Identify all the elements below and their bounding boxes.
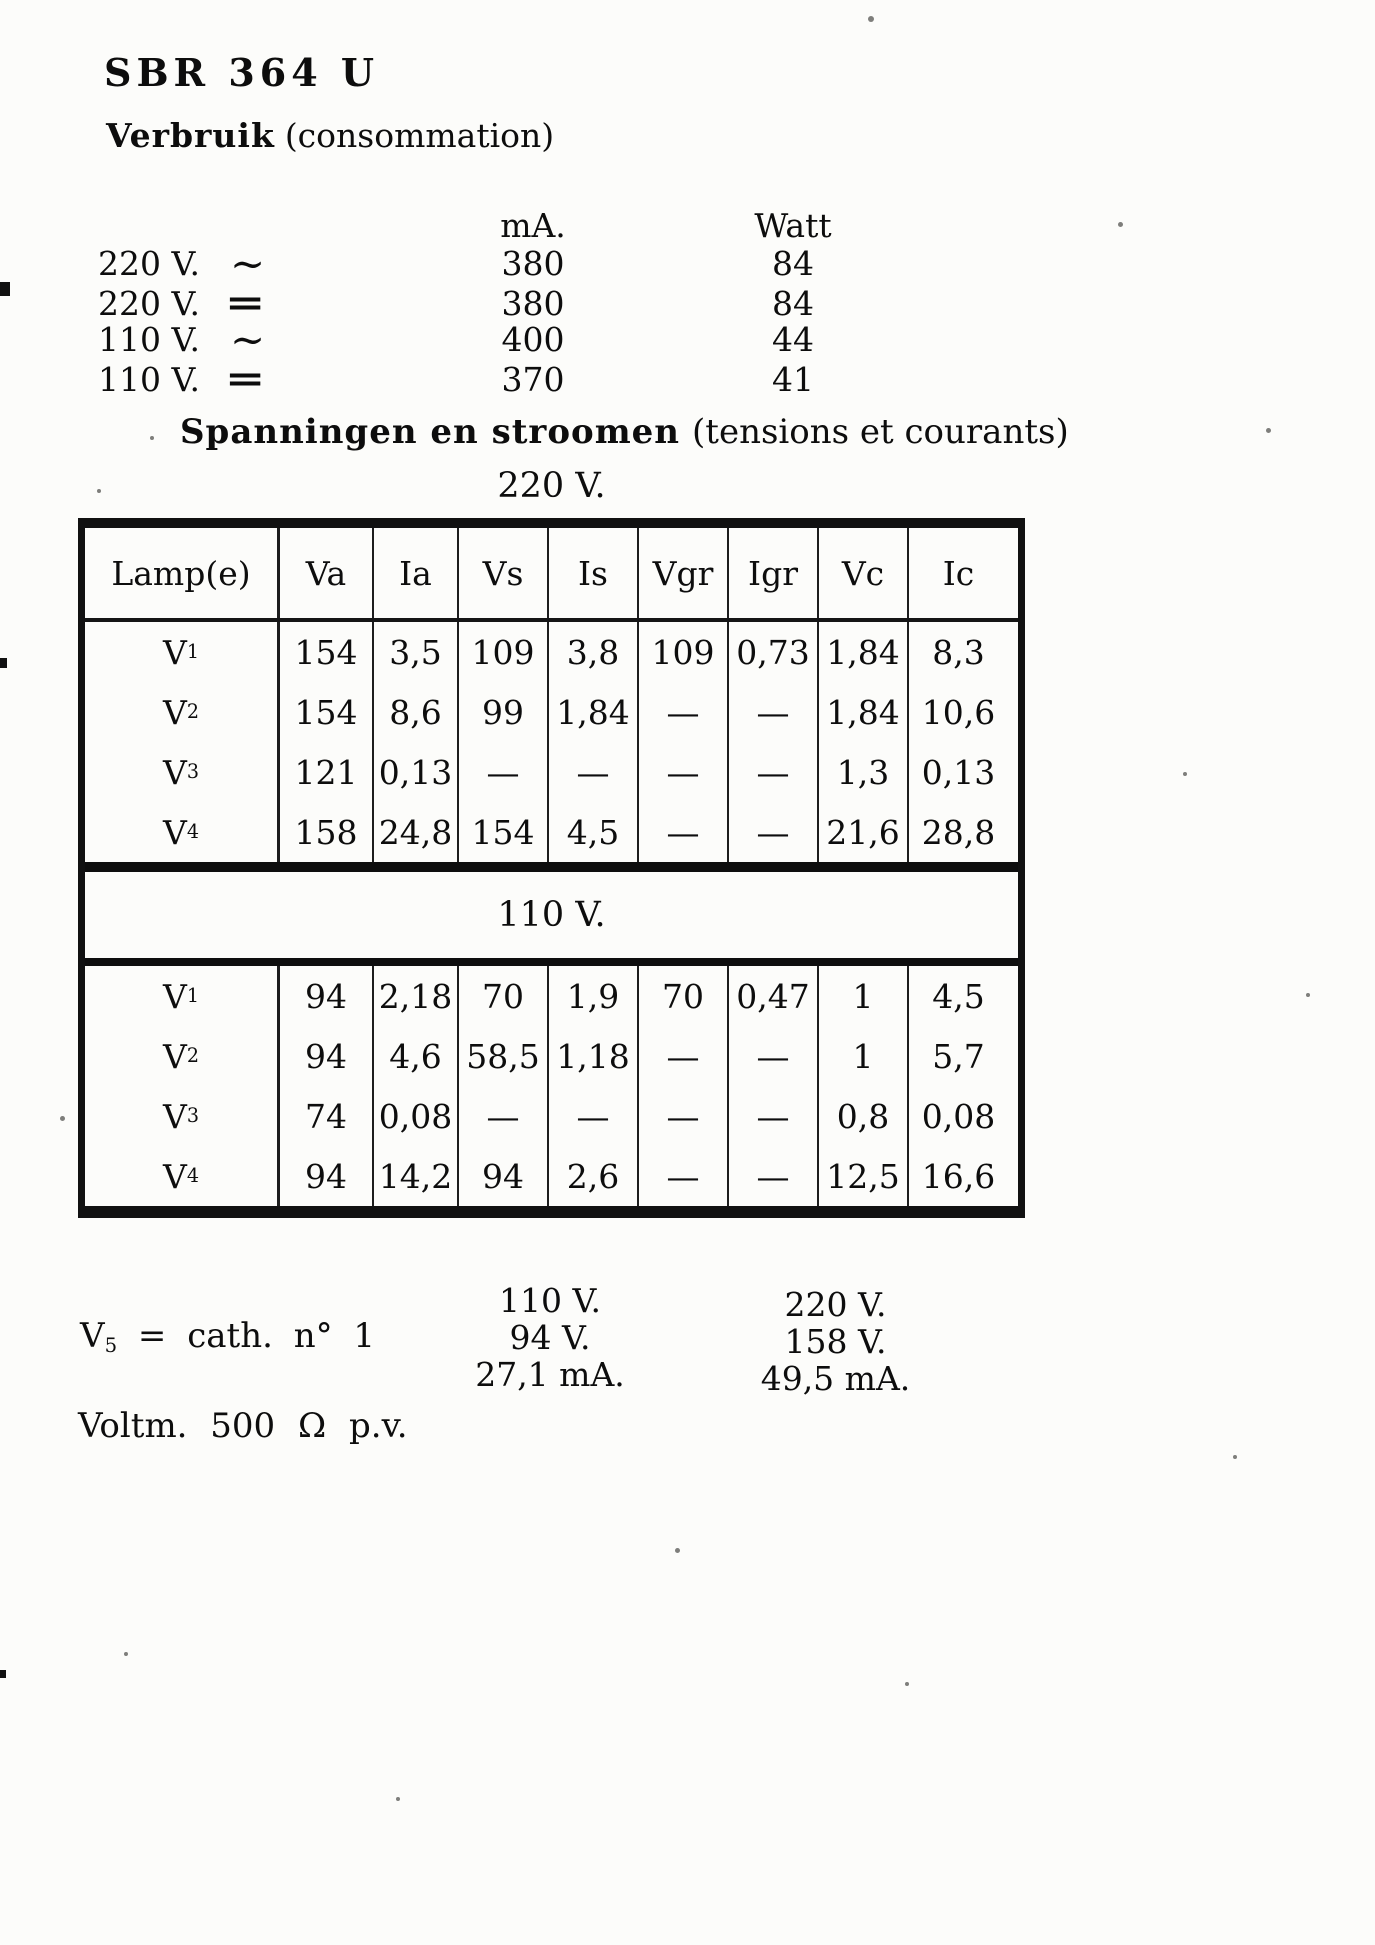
footer-column-220	[728, 1286, 943, 1397]
voltage-text: 110 V.	[98, 320, 201, 359]
cell-ic: 0,08	[907, 1086, 1008, 1146]
v5-base: V	[80, 1316, 105, 1356]
scan-speck	[124, 1652, 128, 1656]
v5-subscript: 5	[104, 1333, 118, 1357]
header-ic: Ic	[907, 528, 1008, 618]
lamp-base: V	[162, 1096, 187, 1136]
ma-value: 370	[501, 359, 565, 399]
cell-vs: 58,5	[457, 1026, 547, 1086]
cell-vs: —	[457, 742, 547, 802]
cell-vc: 1,84	[817, 622, 907, 682]
header-igr: Igr	[727, 528, 817, 618]
v5-rest: = cath. n° 1	[137, 1316, 376, 1356]
voltmeter-note: Voltm. 500 Ω p.v.	[78, 1406, 408, 1446]
cell-vc: 0,8	[817, 1086, 907, 1146]
cell-vc: 1,3	[817, 742, 907, 802]
voltage-label	[98, 314, 388, 364]
header-vs: Vs	[457, 528, 547, 618]
cell-vs: 94	[457, 1146, 547, 1206]
footer-110-voltage: 94 V.	[509, 1318, 591, 1357]
lamp-base: V	[162, 976, 187, 1016]
cell-vgr: 109	[637, 622, 727, 682]
cell-vc: 12,5	[817, 1146, 907, 1206]
lamp-base: V	[162, 1156, 187, 1196]
scan-edge-mark	[0, 282, 10, 296]
cell-va: 94	[277, 966, 372, 1026]
table-header-row	[85, 528, 1018, 618]
footer-220-voltage: 158 V.	[784, 1322, 887, 1361]
cell-is: —	[547, 1086, 637, 1146]
cell-va: 94	[277, 1146, 372, 1206]
voltage-label	[98, 358, 388, 400]
cell-igr: —	[727, 1026, 817, 1086]
ma-value: 400	[501, 320, 565, 359]
cell-igr: 0,47	[727, 966, 817, 1026]
lamp-base: V	[162, 752, 187, 792]
header-vc: Vc	[817, 528, 907, 618]
cell-vgr: —	[637, 682, 727, 742]
consumption-header-row	[98, 206, 908, 244]
dc-symbol: =	[224, 358, 266, 400]
cell-ic: 5,7	[907, 1026, 1008, 1086]
voltage-text: 110 V.	[98, 359, 201, 399]
table-title-220: 220 V.	[497, 466, 606, 506]
dc-symbol: =	[224, 282, 266, 324]
scan-edge-mark	[0, 1670, 6, 1678]
column-header-watt: Watt	[754, 206, 832, 245]
cell-igr: —	[727, 1146, 817, 1206]
cell-vgr: 70	[637, 966, 727, 1026]
consumption-row-110-dc	[98, 358, 908, 400]
cell-igr: —	[727, 742, 817, 802]
cell-vgr: —	[637, 1086, 727, 1146]
cell-vc: 1,84	[817, 682, 907, 742]
cell-vgr: —	[637, 802, 727, 862]
header-va: Va	[277, 528, 372, 618]
scan-speck	[150, 436, 154, 440]
watt-value: 84	[772, 244, 814, 283]
v5-note	[80, 1316, 375, 1356]
cell-is: 1,84	[547, 682, 637, 742]
table-row-v2-220	[85, 682, 1018, 742]
lamp-cell: V 2	[162, 1036, 199, 1076]
scan-speck	[1266, 428, 1271, 433]
cell-vs: 154	[457, 802, 547, 862]
cell-is: 1,9	[547, 966, 637, 1026]
cell-va: 121	[277, 742, 372, 802]
section-heading-french: (tensions et courants)	[692, 412, 1069, 452]
cell-vc: 21,6	[817, 802, 907, 862]
subtitle-dutch: Verbruik	[106, 116, 275, 155]
lamp-cell: V 4	[162, 812, 199, 852]
scan-edge-mark	[0, 658, 7, 668]
cell-ia: 8,6	[372, 682, 457, 742]
header-ia: Ia	[372, 528, 457, 618]
table-row-v1-110	[85, 966, 1018, 1026]
cell-vc: 1	[817, 1026, 907, 1086]
footer-220-title: 220 V.	[784, 1285, 887, 1324]
cell-vgr: —	[637, 1026, 727, 1086]
watt-value: 41	[772, 359, 814, 399]
cell-is: 2,6	[547, 1146, 637, 1206]
lamp-cell: V 3	[162, 752, 199, 792]
cell-is: —	[547, 742, 637, 802]
subtitle-french: (consommation)	[284, 116, 555, 155]
lamp-cell: V 3	[162, 1096, 199, 1136]
lamp-base: V	[162, 1036, 187, 1076]
scan-speck	[905, 1682, 909, 1686]
cell-va: 154	[277, 682, 372, 742]
cell-ia: 0,08	[372, 1086, 457, 1146]
section-heading-dutch: Spanningen en stroomen	[180, 412, 681, 452]
lamp-cell: V 2	[162, 692, 199, 732]
scan-speck	[868, 16, 874, 22]
cell-ia: 2,18	[372, 966, 457, 1026]
cell-ia: 0,13	[372, 742, 457, 802]
cell-is: 4,5	[547, 802, 637, 862]
cell-ic: 0,13	[907, 742, 1008, 802]
section-band-110: 110 V.	[497, 895, 606, 935]
cell-vgr: —	[637, 1146, 727, 1206]
lamp-base: V	[162, 812, 187, 852]
footer-220-current: 49,5 mA.	[760, 1359, 911, 1398]
cell-igr: —	[727, 682, 817, 742]
cell-ia: 14,2	[372, 1146, 457, 1206]
voltage-label	[98, 282, 388, 324]
cell-vs: 70	[457, 966, 547, 1026]
cell-vc: 1	[817, 966, 907, 1026]
table-row-v4-220	[85, 802, 1018, 862]
section-divider-top	[85, 862, 1018, 872]
cell-ia: 3,5	[372, 622, 457, 682]
scan-speck	[97, 489, 101, 493]
lamp-cell: V 1	[162, 632, 199, 672]
cell-ia: 4,6	[372, 1026, 457, 1086]
cell-ic: 16,6	[907, 1146, 1008, 1206]
consumption-row-220-ac	[98, 238, 908, 288]
cell-ic: 10,6	[907, 682, 1008, 742]
table-row-v3-110	[85, 1086, 1018, 1146]
consumption-table	[98, 206, 908, 400]
cell-va: 154	[277, 622, 372, 682]
scan-speck	[675, 1548, 680, 1553]
watt-value: 84	[772, 283, 814, 323]
scan-speck	[1183, 772, 1187, 776]
voltage-text: 220 V.	[98, 244, 201, 283]
cell-ic: 4,5	[907, 966, 1008, 1026]
scan-speck	[60, 1116, 65, 1121]
subtitle	[106, 116, 554, 155]
cell-is: 1,18	[547, 1026, 637, 1086]
table-row-v3-220	[85, 742, 1018, 802]
footer-110-current: 27,1 mA.	[475, 1355, 625, 1394]
voltage-label	[98, 238, 388, 288]
lamp-base: V	[162, 632, 187, 672]
cell-vs: —	[457, 1086, 547, 1146]
cell-va: 74	[277, 1086, 372, 1146]
cell-igr: —	[727, 802, 817, 862]
header-vgr: Vgr	[637, 528, 727, 618]
cell-ic: 28,8	[907, 802, 1008, 862]
cell-igr: 0,73	[727, 622, 817, 682]
cell-vgr: —	[637, 742, 727, 802]
header-lamp: Lamp(e)	[111, 553, 251, 593]
section-heading	[180, 412, 1069, 452]
ac-symbol: ∼	[230, 238, 266, 288]
ma-value: 380	[501, 283, 565, 323]
header-is: Is	[547, 528, 637, 618]
lamp-cell: V 4	[162, 1156, 199, 1196]
scan-speck	[1233, 1455, 1237, 1459]
cell-ic: 8,3	[907, 622, 1008, 682]
consumption-row-110-ac	[98, 314, 908, 364]
table-row-v4-110	[85, 1146, 1018, 1206]
footer-column-110	[440, 1282, 660, 1393]
cell-va: 94	[277, 1026, 372, 1086]
page-title: SBR 364 U	[104, 50, 380, 95]
lamp-cell: V 1	[162, 976, 199, 1016]
consumption-row-220-dc	[98, 282, 908, 324]
table-row-v1-220	[85, 622, 1018, 682]
scan-speck	[1118, 222, 1123, 227]
cell-igr: —	[727, 1086, 817, 1146]
footer-110-title: 110 V.	[498, 1281, 602, 1320]
cell-va: 158	[277, 802, 372, 862]
table-row-v2-110	[85, 1026, 1018, 1086]
scan-speck	[1306, 993, 1310, 997]
cell-ia: 24,8	[372, 802, 457, 862]
voltage-text: 220 V.	[98, 283, 201, 323]
lamp-base: V	[162, 692, 187, 732]
voltage-current-table	[78, 518, 1025, 1218]
cell-vs: 109	[457, 622, 547, 682]
column-header-ma: mA.	[500, 206, 566, 245]
cell-vs: 99	[457, 682, 547, 742]
ma-value: 380	[501, 244, 565, 283]
cell-is: 3,8	[547, 622, 637, 682]
section-divider-bottom	[85, 958, 1018, 966]
watt-value: 44	[772, 320, 814, 359]
ac-symbol: ∼	[230, 314, 266, 364]
scan-speck	[396, 1797, 400, 1801]
